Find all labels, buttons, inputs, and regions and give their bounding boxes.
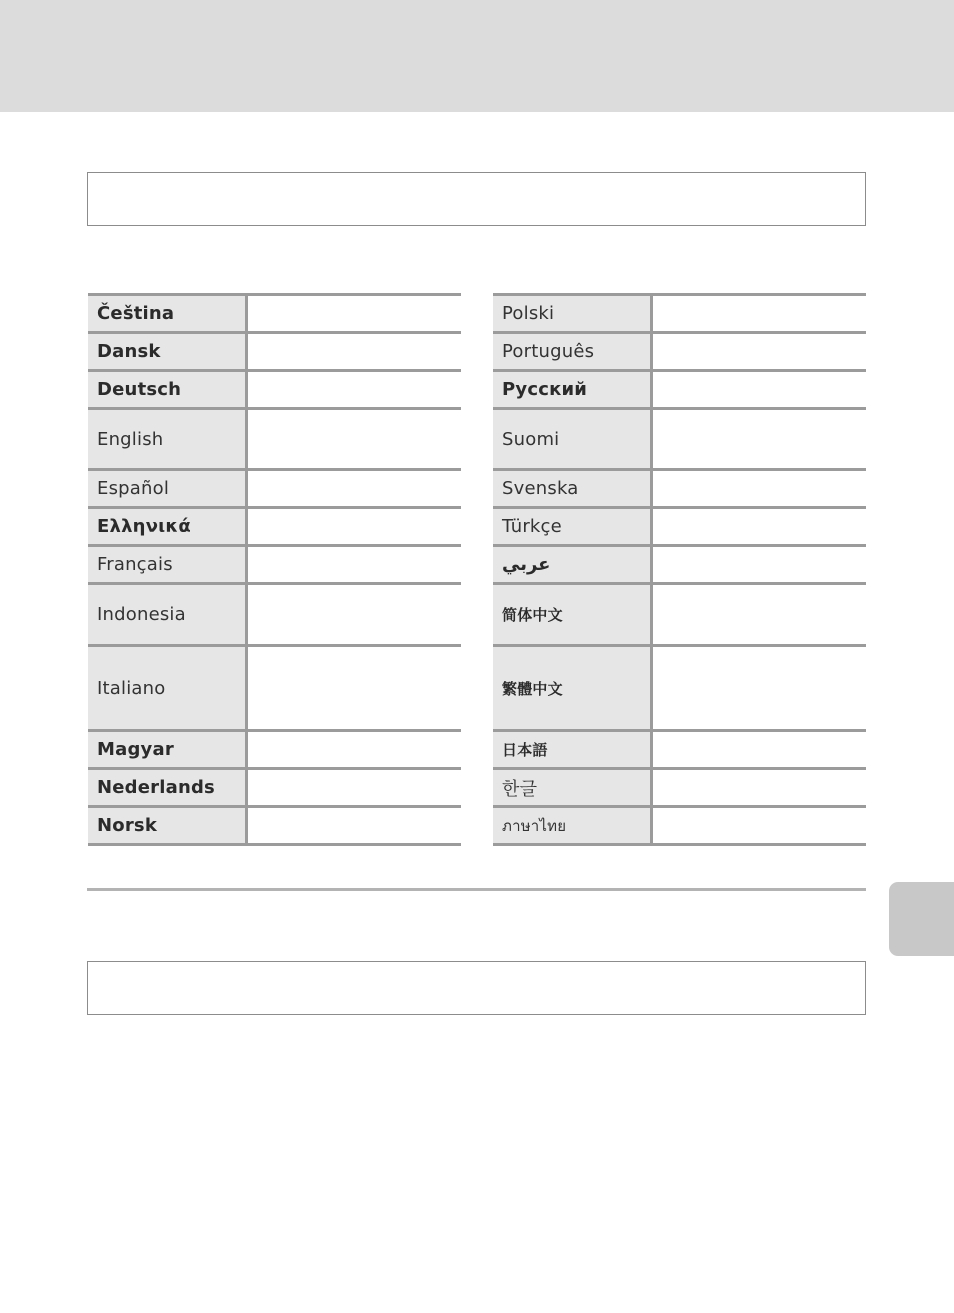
language-name: English bbox=[88, 409, 246, 470]
language-description bbox=[651, 769, 866, 807]
language-row bbox=[88, 295, 461, 333]
language-name: Italiano bbox=[88, 646, 246, 731]
language-row bbox=[493, 731, 866, 769]
language-row bbox=[88, 508, 461, 546]
language-description bbox=[246, 295, 461, 333]
language-row bbox=[493, 584, 866, 646]
language-name: Suomi bbox=[493, 409, 651, 470]
chapter-side-tab bbox=[889, 882, 954, 956]
language-row bbox=[88, 646, 461, 731]
language-row bbox=[493, 295, 866, 333]
language-description bbox=[246, 508, 461, 546]
section-divider bbox=[87, 888, 866, 891]
language-name: Deutsch bbox=[88, 371, 246, 409]
language-name: Norsk bbox=[88, 807, 246, 845]
language-row bbox=[493, 470, 866, 508]
language-row bbox=[493, 333, 866, 371]
language-name: Svenska bbox=[493, 470, 651, 508]
language-table-right bbox=[493, 293, 866, 846]
language-description bbox=[651, 333, 866, 371]
language-name: 한글 bbox=[493, 769, 651, 807]
language-description bbox=[651, 546, 866, 584]
language-name: Polski bbox=[493, 295, 651, 333]
language-row bbox=[88, 769, 461, 807]
bottom-info-box bbox=[87, 961, 866, 1015]
language-row bbox=[88, 409, 461, 470]
language-name: Indonesia bbox=[88, 584, 246, 646]
language-description bbox=[246, 646, 461, 731]
language-name: Magyar bbox=[88, 731, 246, 769]
language-row bbox=[88, 731, 461, 769]
language-description bbox=[651, 409, 866, 470]
language-row bbox=[88, 807, 461, 845]
language-row bbox=[493, 546, 866, 584]
language-name: Русский bbox=[493, 371, 651, 409]
language-name: Čeština bbox=[88, 295, 246, 333]
language-description bbox=[651, 807, 866, 845]
language-row bbox=[493, 769, 866, 807]
language-description bbox=[651, 508, 866, 546]
language-description bbox=[246, 546, 461, 584]
language-description bbox=[651, 470, 866, 508]
language-row bbox=[88, 470, 461, 508]
language-table-left bbox=[88, 293, 461, 846]
language-name: Português bbox=[493, 333, 651, 371]
language-description bbox=[651, 371, 866, 409]
language-row bbox=[88, 584, 461, 646]
language-row bbox=[88, 546, 461, 584]
language-row bbox=[493, 409, 866, 470]
language-name: Dansk bbox=[88, 333, 246, 371]
language-name: عربي bbox=[493, 546, 651, 584]
language-name: ภาษาไทย bbox=[493, 807, 651, 845]
language-name: Nederlands bbox=[88, 769, 246, 807]
language-row bbox=[493, 646, 866, 731]
language-row bbox=[493, 371, 866, 409]
language-description bbox=[246, 731, 461, 769]
language-name: 日本語 bbox=[493, 731, 651, 769]
language-row bbox=[88, 333, 461, 371]
language-description bbox=[246, 409, 461, 470]
language-description bbox=[246, 807, 461, 845]
language-description bbox=[651, 731, 866, 769]
language-description bbox=[246, 470, 461, 508]
language-row bbox=[493, 508, 866, 546]
language-description bbox=[651, 295, 866, 333]
language-description bbox=[651, 584, 866, 646]
language-name: 简体中文 bbox=[493, 584, 651, 646]
language-name: Türkçe bbox=[493, 508, 651, 546]
language-name: Español bbox=[88, 470, 246, 508]
language-name: Ελληνικά bbox=[88, 508, 246, 546]
header-band bbox=[0, 0, 954, 112]
language-description bbox=[246, 333, 461, 371]
language-row bbox=[493, 807, 866, 845]
language-description bbox=[246, 584, 461, 646]
language-name: 繁體中文 bbox=[493, 646, 651, 731]
language-description bbox=[651, 646, 866, 731]
language-description bbox=[246, 769, 461, 807]
language-name: Français bbox=[88, 546, 246, 584]
top-info-box bbox=[87, 172, 866, 226]
language-row bbox=[88, 371, 461, 409]
language-description bbox=[246, 371, 461, 409]
